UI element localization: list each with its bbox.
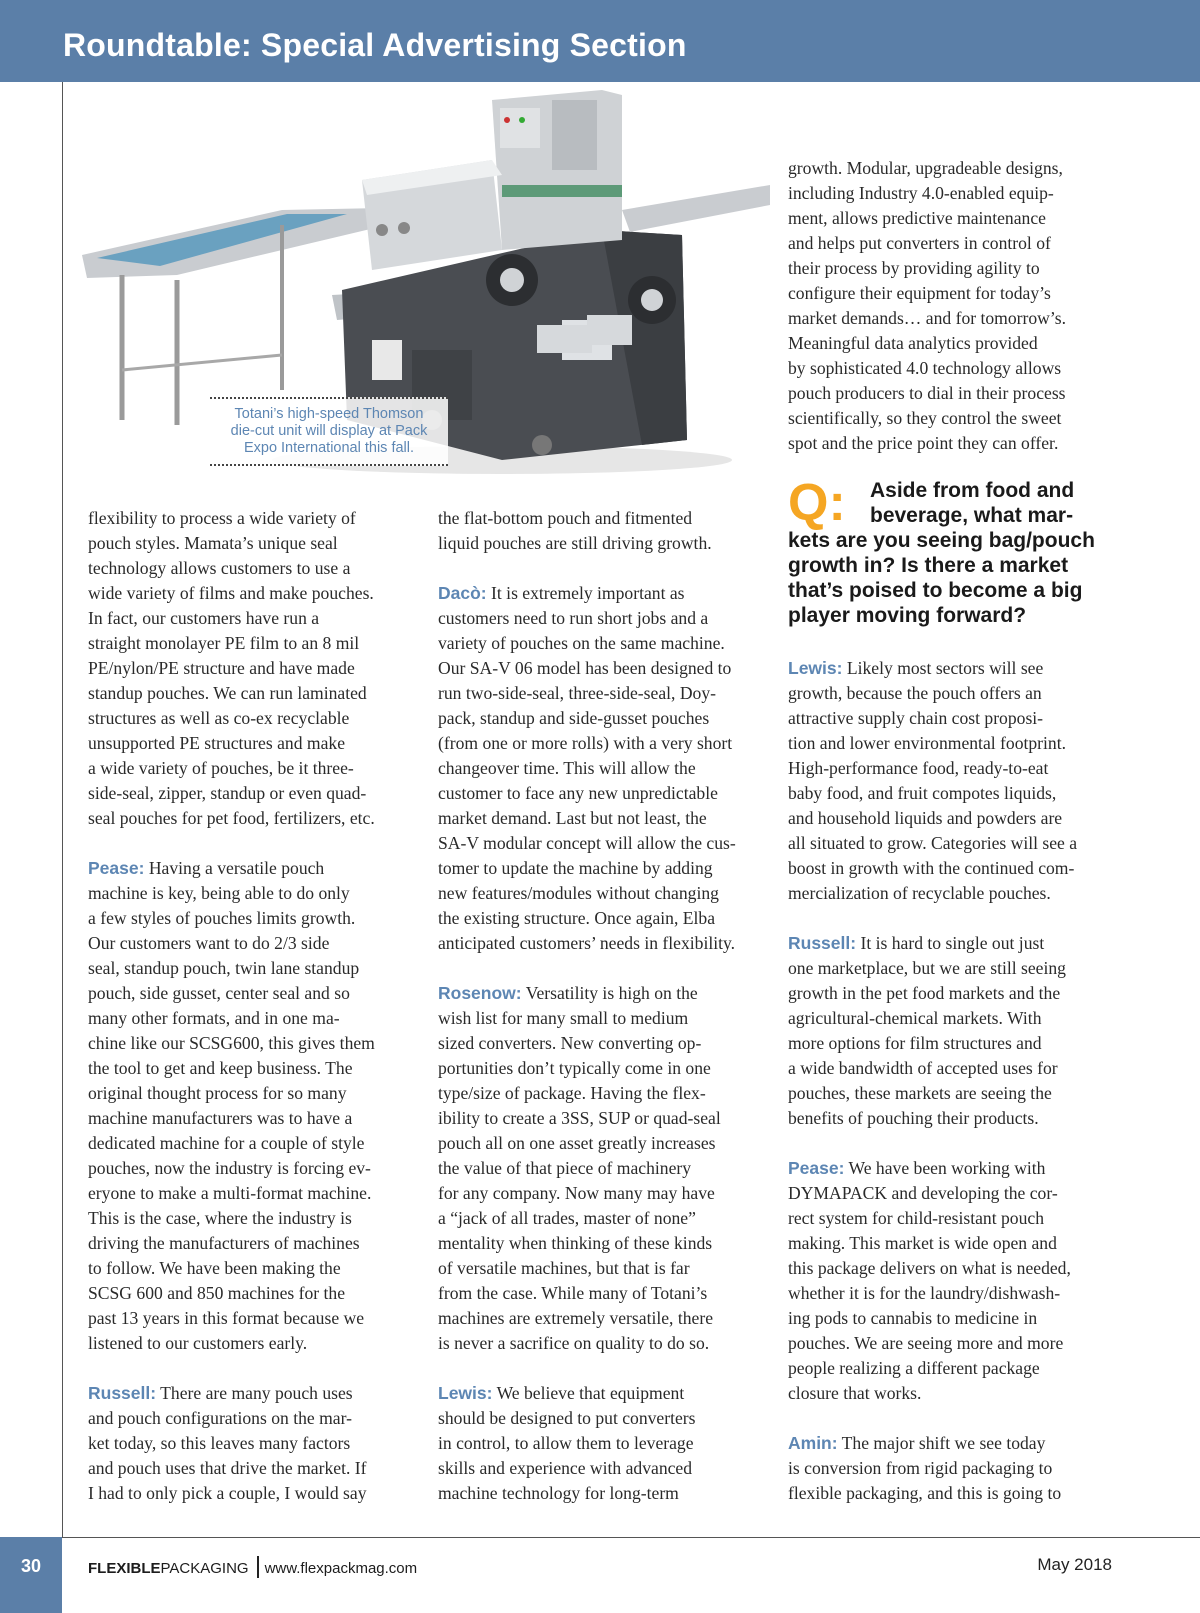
text-line <box>88 1256 418 1281</box>
text-line <box>88 756 418 781</box>
text-line <box>788 656 1118 681</box>
text-line <box>788 1106 1118 1131</box>
line-text: DYMAPACK and developing the cor- <box>788 1183 1058 1203</box>
text-line <box>788 756 1118 781</box>
text-column-2 <box>438 506 768 1531</box>
section-header-bar <box>0 0 1200 82</box>
speaker-name: Russell: <box>88 1383 157 1403</box>
line-text: Our customers want to do 2/3 side <box>88 933 330 953</box>
text-line <box>438 1131 768 1156</box>
text-line <box>88 1206 418 1231</box>
text-line <box>88 806 418 831</box>
line-text: growth, because the pouch offers an <box>788 683 1042 703</box>
text-line <box>788 706 1118 731</box>
text-line <box>438 1106 768 1131</box>
text-line <box>88 1006 418 1031</box>
line-text: tion and lower environmental footprint. <box>788 733 1067 753</box>
text-line <box>88 1106 418 1131</box>
line-text: growth. Modular, upgradeable designs, <box>788 158 1063 178</box>
line-text: I had to only pick a couple, I would say <box>88 1483 367 1503</box>
line-text: original thought process for so many <box>88 1083 347 1103</box>
line-text: seal, standup pouch, twin lane standup <box>88 958 360 978</box>
text-line <box>438 831 768 856</box>
text-line <box>438 1481 768 1506</box>
text-line <box>788 1306 1118 1331</box>
article-paragraph <box>438 581 768 956</box>
line-text: for any company. Now many may have <box>438 1183 715 1203</box>
text-line <box>438 1081 768 1106</box>
article-paragraph <box>438 981 768 1356</box>
text-line <box>438 906 768 931</box>
line-text: pouches, now the industry is forcing ev- <box>88 1158 371 1178</box>
text-line <box>88 881 418 906</box>
caption-line: die-cut unit will display at Pack <box>230 423 428 439</box>
line-text: flexible packaging, and this is going to <box>788 1483 1062 1503</box>
text-line <box>788 281 1118 306</box>
question-line: beverage, what mar- <box>870 504 1074 527</box>
line-text: eryone to make a multi-format machine. <box>88 1183 372 1203</box>
text-line <box>788 181 1118 206</box>
line-text: scientifically, so they control the sweet <box>788 408 1062 428</box>
line-text: whether it is for the laundry/dishwash- <box>788 1283 1061 1303</box>
text-line <box>88 1281 418 1306</box>
line-text: past 13 years in this format because we <box>88 1308 365 1328</box>
text-line <box>788 1481 1118 1506</box>
text-line <box>438 931 768 956</box>
article-paragraph <box>88 506 418 831</box>
line-text: pack, standup and side-gusset pouches <box>438 708 710 728</box>
text-line <box>438 631 768 656</box>
line-text: Having a versatile pouch <box>148 858 325 878</box>
line-text: sized converters. New converting op- <box>438 1033 702 1053</box>
line-text: In fact, our customers have run a <box>88 608 320 628</box>
text-line <box>88 506 418 531</box>
text-line <box>788 881 1118 906</box>
line-text: configure their equipment for today’s <box>788 283 1051 303</box>
text-line <box>438 781 768 806</box>
text-line <box>788 1456 1118 1481</box>
brand-bold: FLEXIBLE <box>88 1560 161 1577</box>
text-line <box>788 981 1118 1006</box>
text-line <box>88 1306 418 1331</box>
line-text: their process by providing agility to <box>788 258 1040 278</box>
text-line <box>438 856 768 881</box>
line-text: ket today, so this leaves many factors <box>88 1433 351 1453</box>
text-line <box>788 781 1118 806</box>
text-line <box>88 731 418 756</box>
text-line <box>788 1381 1118 1406</box>
text-line <box>88 1431 418 1456</box>
line-text: making. This market is wide open and <box>788 1233 1057 1253</box>
text-line <box>438 706 768 731</box>
question-line: kets are you seeing bag/pouch <box>788 529 1095 552</box>
line-text: mercialization of recyclable pouches. <box>788 883 1051 903</box>
line-text: Versatility is high on the <box>525 983 698 1003</box>
text-line <box>88 581 418 606</box>
text-line <box>788 956 1118 981</box>
page-number: 30 <box>20 1556 42 1576</box>
line-text: type/size of package. Having the flex- <box>438 1083 706 1103</box>
line-text: boost in growth with the continued com- <box>788 858 1075 878</box>
question-line: Aside from food and <box>870 479 1075 502</box>
line-text: High-performance food, ready-to-eat <box>788 758 1049 778</box>
issue-date: May 2018 <box>1037 1555 1112 1574</box>
article-paragraph <box>788 1156 1118 1406</box>
line-text: structures as well as co-ex recyclable <box>88 708 350 728</box>
question-block <box>788 474 1118 628</box>
line-text: run two-side-seal, three-side-seal, Doy- <box>438 683 716 703</box>
text-line <box>438 1256 768 1281</box>
text-line <box>788 681 1118 706</box>
brand-regular: PACKAGING <box>160 1560 249 1577</box>
text-line <box>88 1331 418 1356</box>
text-line <box>438 1231 768 1256</box>
text-line <box>438 881 768 906</box>
line-text: pouch all on one asset greatly increases <box>438 1133 716 1153</box>
line-text: Meaningful data analytics provided <box>788 333 1038 353</box>
line-text: the existing structure. Once again, Elba <box>438 908 716 928</box>
line-text: ing pods to cannabis to medicine in <box>788 1308 1038 1328</box>
text-line <box>788 156 1118 181</box>
text-line <box>438 531 768 556</box>
line-text: technology allows customers to use a <box>88 558 351 578</box>
footer-url[interactable]: www.flexpackmag.com <box>264 1560 418 1577</box>
caption-line: Totani’s high-speed Thomson <box>234 406 424 422</box>
line-text: machine technology for long-term <box>438 1483 679 1503</box>
line-text: in control, to allow them to leverage <box>438 1433 694 1453</box>
text-line <box>438 756 768 781</box>
speaker-name: Rosenow: <box>438 983 522 1003</box>
line-text: wish list for many small to medium <box>438 1008 689 1028</box>
text-line <box>438 1406 768 1431</box>
line-text: It is extremely important as <box>491 583 685 603</box>
line-text: from the case. While many of Totani’s <box>438 1283 708 1303</box>
line-text: and pouch uses that drive the market. If <box>88 1458 367 1478</box>
text-line <box>438 1431 768 1456</box>
text-line <box>788 431 1118 456</box>
line-text: a “jack of all trades, master of none” <box>438 1208 696 1228</box>
text-line <box>788 1006 1118 1031</box>
text-line <box>88 656 418 681</box>
line-text: tomer to update the machine by adding <box>438 858 713 878</box>
text-line <box>88 1056 418 1081</box>
line-text: rect system for child-resistant pouch <box>788 1208 1045 1228</box>
line-text: should be designed to put converters <box>438 1408 696 1428</box>
line-text: listened to our customers early. <box>88 1333 308 1353</box>
text-line <box>88 981 418 1006</box>
line-text: PE/nylon/PE structure and have made <box>88 658 355 678</box>
article-paragraph <box>88 1381 418 1506</box>
text-line <box>788 256 1118 281</box>
line-text: pouch producers to dial in their process <box>788 383 1066 403</box>
text-line <box>438 1206 768 1231</box>
line-text: by sophisticated 4.0 technology allows <box>788 358 1062 378</box>
text-line <box>88 1406 418 1431</box>
text-line <box>438 1006 768 1031</box>
line-text: straight monolayer PE film to an 8 mil <box>88 633 360 653</box>
line-text: dedicated machine for a couple of style <box>88 1133 365 1153</box>
line-text: and household liquids and powders are <box>788 808 1063 828</box>
text-line <box>788 1181 1118 1206</box>
text-line <box>88 1081 418 1106</box>
line-text: It is hard to single out just <box>860 933 1045 953</box>
line-text: market demand. Last but not least, the <box>438 808 707 828</box>
text-line <box>88 1131 418 1156</box>
line-text: and pouch configurations on the mar- <box>88 1408 352 1428</box>
line-text: including Industry 4.0-enabled equip- <box>788 183 1054 203</box>
line-text: portunities don’t typically come in one <box>438 1058 711 1078</box>
text-line <box>788 1256 1118 1281</box>
line-text: seal pouches for pet food, fertilizers, etc. <box>88 808 375 828</box>
line-text: people realizing a different package <box>788 1358 1040 1378</box>
line-text: flexibility to process a wide variety of <box>88 508 356 528</box>
text-line <box>88 1156 418 1181</box>
text-line <box>788 206 1118 231</box>
text-line <box>438 506 768 531</box>
text-line <box>88 1181 418 1206</box>
line-text: machine is key, being able to do only <box>88 883 350 903</box>
text-column-3-answers <box>788 656 1118 1531</box>
line-text: pouch, side gusset, center seal and so <box>88 983 350 1003</box>
text-line <box>88 1381 418 1406</box>
text-line <box>88 706 418 731</box>
speaker-name: Dacò: <box>438 583 487 603</box>
line-text: attractive supply chain cost proposi- <box>788 708 1044 728</box>
line-text: a wide bandwidth of accepted uses for <box>788 1058 1058 1078</box>
text-line <box>788 1356 1118 1381</box>
line-text: ibility to create a 3SS, SUP or quad-seal <box>438 1108 721 1128</box>
line-text: spot and the price point they can offer. <box>788 433 1059 453</box>
footer-separator <box>257 1556 259 1578</box>
text-line <box>438 1181 768 1206</box>
line-text: wide variety of films and make pouches. <box>88 583 374 603</box>
text-line <box>438 1281 768 1306</box>
line-text: standup pouches. We can run laminated <box>88 683 367 703</box>
article-paragraph <box>438 506 768 556</box>
line-text: Our SA-V 06 model has been designed to <box>438 658 732 678</box>
text-column-1 <box>88 506 418 1531</box>
footer-brand <box>88 1556 417 1578</box>
line-text: Likely most sectors will see <box>846 658 1044 678</box>
line-text: There are many pouch uses <box>160 1383 353 1403</box>
line-text: liquid pouches are still driving growth. <box>438 533 712 553</box>
article-paragraph <box>788 931 1118 1131</box>
line-text: many other formats, and in one ma- <box>88 1008 340 1028</box>
text-line <box>88 1481 418 1506</box>
text-line <box>88 631 418 656</box>
line-text: agricultural-chemical markets. With <box>788 1008 1042 1028</box>
text-line <box>788 356 1118 381</box>
text-line <box>438 1381 768 1406</box>
article-paragraph <box>788 156 1118 456</box>
line-text: side-seal, zipper, standup or even quad- <box>88 783 367 803</box>
question-line: player moving forward? <box>788 604 1027 627</box>
section-title: Roundtable: Special Advertising Section <box>63 27 687 63</box>
text-line <box>88 606 418 631</box>
line-text: is conversion from rigid packaging to <box>788 1458 1053 1478</box>
line-text: pouch styles. Mamata’s unique seal <box>88 533 338 553</box>
text-line <box>788 1206 1118 1231</box>
line-text: a few styles of pouches limits growth. <box>88 908 356 928</box>
text-line <box>788 1156 1118 1181</box>
line-text: skills and experience with advanced <box>438 1458 693 1478</box>
footer-rule <box>62 1537 1200 1538</box>
left-margin-rule <box>62 82 63 1537</box>
text-line <box>788 306 1118 331</box>
text-line <box>438 681 768 706</box>
line-text: The major shift we see today <box>841 1433 1046 1453</box>
text-line <box>88 556 418 581</box>
line-text: machine manufacturers was to have a <box>88 1108 353 1128</box>
line-text: pouches, these markets are seeing the <box>788 1083 1052 1103</box>
text-line <box>88 856 418 881</box>
line-text: the tool to get and keep business. The <box>88 1058 353 1078</box>
text-line <box>88 1456 418 1481</box>
line-text: a wide variety of pouches, be it three- <box>88 758 354 778</box>
text-line <box>788 331 1118 356</box>
text-line <box>788 806 1118 831</box>
text-line <box>788 831 1118 856</box>
line-text: more options for film structures and <box>788 1033 1042 1053</box>
text-line <box>788 1231 1118 1256</box>
line-text: the value of that piece of machinery <box>438 1158 692 1178</box>
text-line <box>88 781 418 806</box>
text-line <box>438 731 768 756</box>
speaker-name: Russell: <box>788 933 857 953</box>
line-text: SCSG 600 and 850 machines for the <box>88 1283 346 1303</box>
line-text: variety of pouches on the same machine. <box>438 633 725 653</box>
line-text: of versatile machines, but that is far <box>438 1258 690 1278</box>
text-line <box>788 856 1118 881</box>
line-text: customers need to run short jobs and a <box>438 608 709 628</box>
line-text: (from one or more rolls) with a very short <box>438 733 733 753</box>
line-text: anticipated customers’ needs in flexibility. <box>438 933 736 953</box>
text-line <box>438 1456 768 1481</box>
line-text: pouches. We are seeing more and more <box>788 1333 1064 1353</box>
text-line <box>788 1331 1118 1356</box>
text-line <box>438 981 768 1006</box>
text-line <box>788 1031 1118 1056</box>
text-line <box>438 581 768 606</box>
line-text: This is the case, where the industry is <box>88 1208 352 1228</box>
text-line <box>438 1056 768 1081</box>
text-line <box>438 806 768 831</box>
line-text: baby food, and fruit compotes liquids, <box>788 783 1057 803</box>
text-line <box>438 1156 768 1181</box>
line-text: We believe that equipment <box>496 1383 685 1403</box>
line-text: chine like our SCSG600, this gives them <box>88 1033 375 1053</box>
text-line <box>88 931 418 956</box>
text-line <box>788 1431 1118 1456</box>
line-text: SA-V modular concept will allow the cus- <box>438 833 736 853</box>
text-line <box>88 956 418 981</box>
line-text: driving the manufacturers of machines <box>88 1233 360 1253</box>
line-text: mentality when thinking of these kinds <box>438 1233 713 1253</box>
line-text: to follow. We have been making the <box>88 1258 341 1278</box>
article-paragraph <box>788 656 1118 906</box>
line-text: unsupported PE structures and make <box>88 733 346 753</box>
text-line <box>788 1081 1118 1106</box>
line-text: ment, allows predictive maintenance <box>788 208 1046 228</box>
line-text: the flat-bottom pouch and fitmented <box>438 508 693 528</box>
speaker-name: Pease: <box>88 858 145 878</box>
text-line <box>788 731 1118 756</box>
text-line <box>438 1306 768 1331</box>
article-paragraph <box>438 1381 768 1506</box>
speaker-name: Lewis: <box>438 1383 493 1403</box>
line-text: all situated to grow. Categories will see a <box>788 833 1078 853</box>
line-text: We have been working with <box>848 1158 1046 1178</box>
question-line: that’s poised to become a big <box>788 579 1083 602</box>
line-text: this package delivers on what is needed, <box>788 1258 1071 1278</box>
text-line <box>788 931 1118 956</box>
speaker-name: Amin: <box>788 1433 838 1453</box>
text-line <box>788 406 1118 431</box>
line-text: customer to face any new unpredictable <box>438 783 718 803</box>
text-line <box>438 1031 768 1056</box>
line-text: market demands… and for tomorrow’s. <box>788 308 1067 328</box>
question-line: growth in? Is there a market <box>788 554 1069 577</box>
text-line <box>88 1031 418 1056</box>
text-line <box>438 656 768 681</box>
text-line <box>788 1281 1118 1306</box>
article-paragraph <box>788 1431 1118 1506</box>
text-line <box>438 1331 768 1356</box>
text-line <box>88 681 418 706</box>
line-text: and helps put converters in control of <box>788 233 1051 253</box>
line-text: is never a sacrifice on quality to do so. <box>438 1333 710 1353</box>
caption-line: Expo International this fall. <box>243 440 415 456</box>
photo-caption <box>210 397 448 466</box>
question-marker: Q: <box>788 474 846 532</box>
text-line <box>788 381 1118 406</box>
text-column-3 <box>788 156 1118 481</box>
line-text: growth in the pet food markets and the <box>788 983 1061 1003</box>
text-line <box>88 906 418 931</box>
text-line <box>88 531 418 556</box>
line-text: machines are extremely versatile, there <box>438 1308 714 1328</box>
speaker-name: Pease: <box>788 1158 845 1178</box>
text-line <box>788 231 1118 256</box>
line-text: changeover time. This will allow the <box>438 758 696 778</box>
text-line <box>438 606 768 631</box>
article-paragraph <box>88 856 418 1356</box>
line-text: closure that works. <box>788 1383 922 1403</box>
text-line <box>88 1231 418 1256</box>
line-text: benefits of pouching their products. <box>788 1108 1039 1128</box>
text-line <box>788 1056 1118 1081</box>
line-text: new features/modules without changing <box>438 883 719 903</box>
speaker-name: Lewis: <box>788 658 843 678</box>
line-text: one marketplace, but we are still seeing <box>788 958 1066 978</box>
